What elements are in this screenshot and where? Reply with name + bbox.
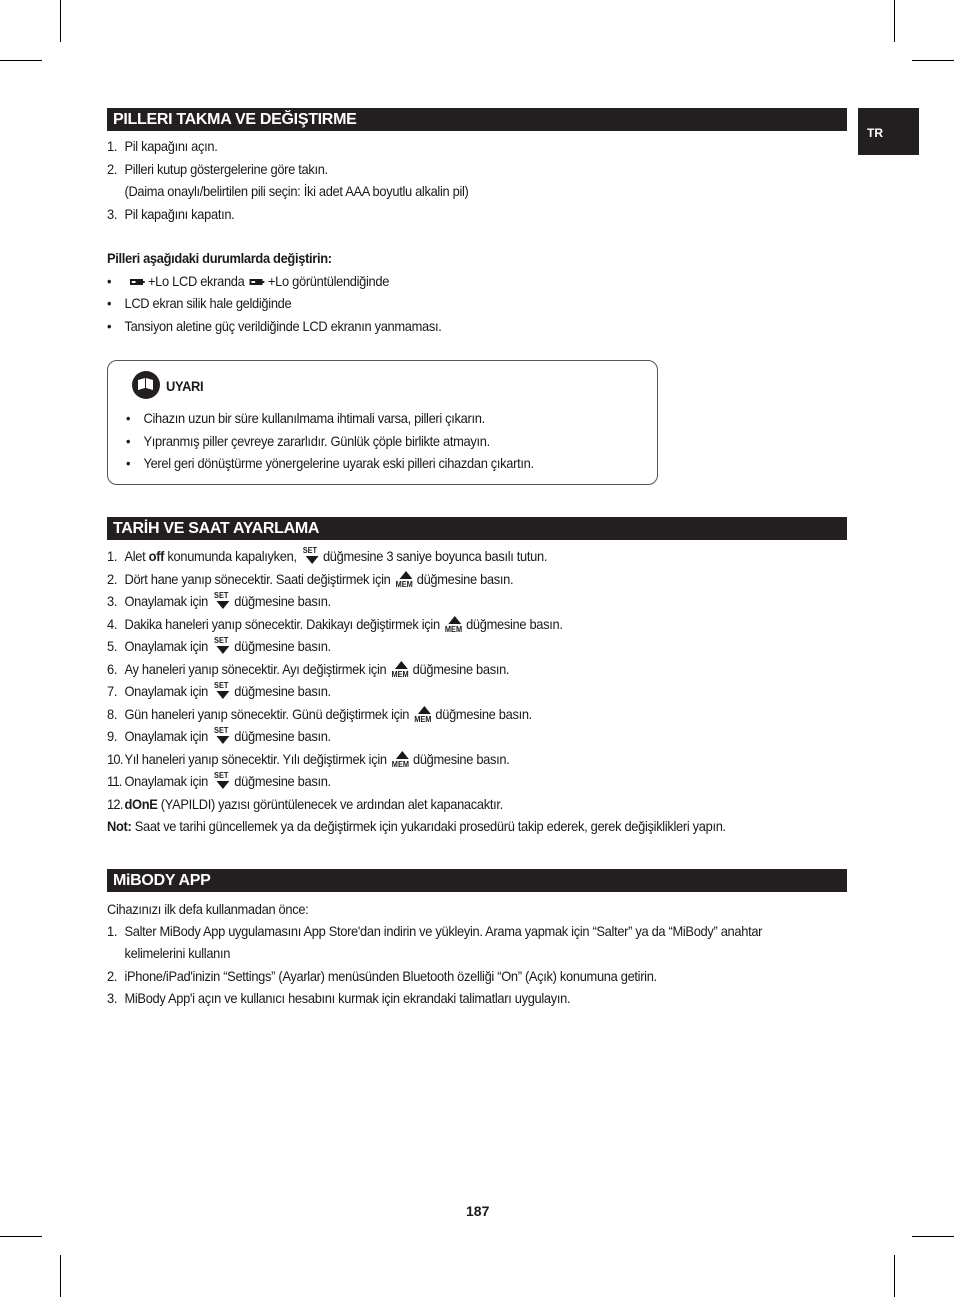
warning-box	[107, 360, 658, 485]
list-item: 3. Pil kapağını kapatın.	[107, 206, 235, 222]
list-item: 11. Onaylamak için SET düğmesine basın.	[107, 770, 331, 792]
list-item: kelimelerini kullanın	[124, 945, 231, 961]
warning-item: • Yerel geri dönüştürme yönergelerine uyarak eski pilleri cihazdan çıkartın.	[126, 455, 534, 471]
list-item: 3. MiBody App'i açın ve kullanıcı hesabını kurmak için ekrandaki talimatları uygulayın.	[107, 990, 571, 1006]
warning-title: UYARI	[166, 378, 204, 394]
list-item: 10. Yıl haneleri yanıp sönecektir. Yılı değiştirmek için MEM düğmesine basın.	[107, 751, 510, 770]
mem-button-icon: MEM	[392, 661, 411, 679]
list-item: 1. Pil kapağını açın.	[107, 138, 218, 154]
mem-button-icon: MEM	[414, 706, 433, 724]
section-date-time	[107, 517, 847, 540]
set-button-icon: SET	[213, 683, 232, 701]
crop-mark	[0, 1236, 42, 1237]
crop-mark	[894, 0, 895, 42]
list-item: 4. Dakika haneleri yanıp sönecektir. Dakikayı değiştirmek için MEM düğmesine basın.	[107, 616, 563, 635]
set-button-icon: SET	[213, 728, 232, 746]
warning-item: • Cihazın uzun bir süre kullanılmama ihtimali varsa, pilleri çıkarın.	[126, 410, 485, 426]
bullet-item: • Tansiyon aletine güç verildiğinde LCD ekranın yanmaması.	[107, 318, 442, 334]
list-item: 2. iPhone/iPad'inizin “Settings” (Ayarlar) menüsünden Bluetooth özelliği “On” (Açık) konumuna getirin.	[107, 968, 657, 984]
list-item: 5. Onaylamak için SET düğmesine basın.	[107, 635, 331, 657]
battery-icon	[248, 277, 266, 287]
list-item: 1. Salter MiBody App uygulamasını App Store'dan indirin ve yükleyin. Arama yapmak için “Salter” ya da “MiBody” anahtar	[107, 923, 763, 939]
list-item: 12. dOnE (YAPILDI) yazısı görüntülenecek ve ardından alet kapanacaktır.	[107, 796, 503, 812]
list-item: 7. Onaylamak için SET düğmesine basın.	[107, 680, 331, 702]
app-steps	[107, 898, 788, 1018]
note: Not: Saat ve tarihi güncellemek ya da değiştirmek için yukarıdaki prosedürü takip ederek, gerek değişiklikleri yapın.	[107, 818, 726, 834]
replace-section	[107, 247, 788, 347]
list-item: 8. Gün haneleri yanıp sönecektir. Günü değiştirmek için MEM düğmesine basın.	[107, 706, 532, 725]
crop-mark	[60, 0, 61, 42]
mem-button-icon: MEM	[445, 616, 464, 634]
page-number: 187	[466, 1203, 490, 1219]
crop-mark	[912, 1236, 954, 1237]
set-button-icon: SET	[213, 773, 232, 791]
list-item: 2. Pilleri kutup göstergelerine göre takın.	[107, 161, 328, 177]
read-manual-icon	[132, 371, 160, 399]
list-item: 9. Onaylamak için SET düğmesine basın.	[107, 725, 331, 747]
section-title: MiBODY APP	[107, 869, 847, 892]
list-item: 3. Onaylamak için SET düğmesine basın.	[107, 590, 331, 612]
app-intro: Cihazınızı ilk defa kullanmadan önce:	[107, 901, 309, 917]
list-item: 2. Dört hane yanıp sönecektir. Saati değiştirmek için MEM düğmesine basın.	[107, 571, 514, 590]
bullet-item: • +Lo LCD ekranda +Lo görüntülendiğinde	[107, 273, 390, 289]
section-title: PILLERI TAKMA VE DEĞIŞTIRME	[107, 108, 847, 131]
list-item: 6. Ay haneleri yanıp sönecektir. Ayı değiştirmek için MEM düğmesine basın.	[107, 661, 510, 680]
section-title: TARİH VE SAAT AYARLAMA	[107, 517, 847, 540]
section-batteries	[107, 108, 847, 131]
language-tab-label: TR	[867, 126, 883, 140]
mem-button-icon: MEM	[392, 751, 411, 769]
set-button-icon: SET	[213, 593, 232, 611]
date-time-steps	[107, 545, 788, 840]
language-tab	[858, 108, 919, 155]
replace-heading: Pilleri aşağıdaki durumlarda değiştirin:	[107, 250, 332, 266]
battery-steps	[107, 135, 788, 235]
list-item: 1. Alet off konumunda kapalıyken, SET düğmesine 3 saniye boyunca basılı tutun.	[107, 545, 547, 567]
list-item: (Daima onaylı/belirtilen pili seçin: İki adet AAA boyutlu alkalin pil)	[124, 183, 469, 199]
bullet-item: • LCD ekran silik hale geldiğinde	[107, 295, 292, 311]
set-button-icon: SET	[302, 548, 321, 566]
set-button-icon: SET	[213, 638, 232, 656]
crop-mark	[894, 1255, 895, 1297]
warning-item: • Yıpranmış piller çevreye zararlıdır. Günlük çöple birlikte atmayın.	[126, 433, 490, 449]
crop-mark	[60, 1255, 61, 1297]
crop-mark	[912, 60, 954, 61]
mem-button-icon: MEM	[396, 571, 415, 589]
battery-icon	[128, 277, 146, 287]
crop-mark	[0, 60, 42, 61]
section-mibody-app	[107, 869, 847, 892]
